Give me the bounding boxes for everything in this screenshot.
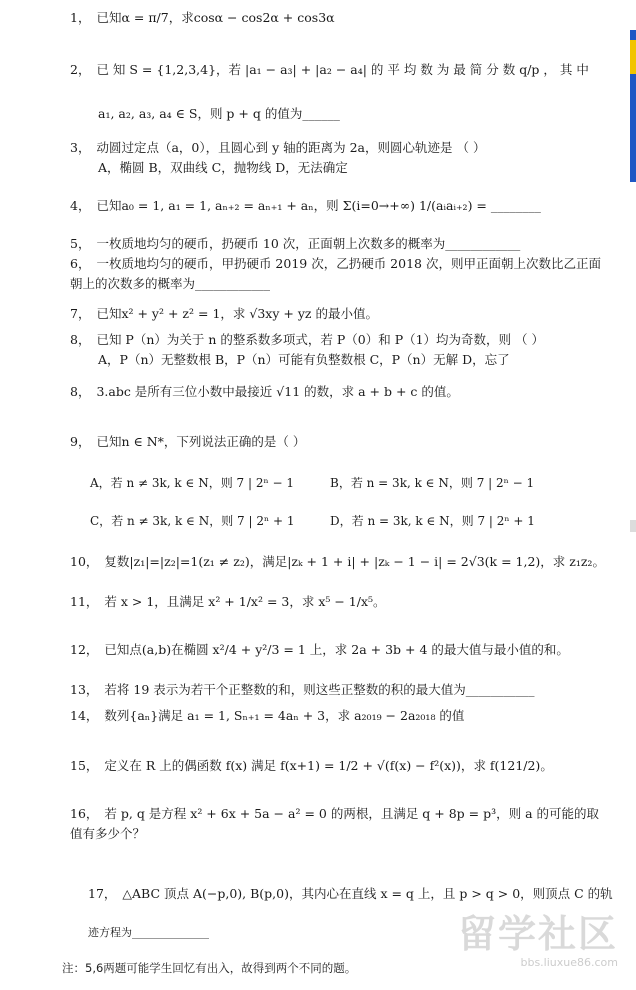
question-9	[70, 432, 600, 452]
question-10	[70, 552, 626, 572]
question-options: A，椭圆 B，双曲线 C，抛物线 D，无法确定	[98, 160, 348, 175]
question-8-options	[98, 350, 628, 370]
question-13	[70, 680, 600, 700]
question-9-option-a	[90, 474, 294, 491]
option-letter: D，	[330, 514, 352, 528]
question-number: 5，	[70, 236, 91, 251]
question-1	[70, 8, 600, 28]
question-7	[70, 304, 600, 324]
option-text: 若 n ≠ 3k, k ∈ N，则 7 | 2ⁿ − 1	[110, 476, 294, 490]
question-number: 8，	[70, 384, 91, 399]
question-9-option-c	[90, 512, 295, 529]
question-text: 复数|z₁|=|z₂|=1(z₁ ≠ z₂)，满足|zₖ + 1 + i| + |zₖ − 1 − i| = 2√3(k = 1,2)，求 z₁z₂。	[104, 554, 605, 569]
question-number: 14，	[70, 708, 99, 723]
question-text: 已知 P（n）为关于 n 的整系数多项式，若 P（0）和 P（1）均为奇数，则 （ ）	[96, 332, 545, 347]
option-letter: A，	[90, 476, 111, 490]
option-text: 若 n ≠ 3k, k ∈ N，则 7 | 2ⁿ + 1	[111, 514, 295, 528]
question-number: 6，	[70, 256, 91, 271]
question-3-options	[98, 158, 628, 178]
question-5	[70, 234, 600, 254]
question-text: 数列{aₙ}满足 a₁ = 1, Sₙ₊₁ = 4aₙ + 3，求 a₂₀₁₉ − 2a₂₀₁₈ 的值	[104, 708, 465, 723]
question-number: 2，	[70, 62, 91, 77]
question-text: 已知α = π/7，求cosα − cos2α + cos3α	[96, 10, 335, 25]
question-2-cont	[98, 104, 628, 124]
question-number: 17，	[88, 886, 117, 901]
question-text: 若 p, q 是方程 x² + 6x + 5a − a² = 0 的两根，且满足 q + 8p = p³，则 a 的可能的取值有多少个？	[70, 806, 599, 841]
question-text: a₁, a₂, a₃, a₄ ∈ S，则 p + q 的值为______	[98, 106, 340, 121]
footnote: 注：5,6两题可能学生回忆有出入，故得到两个不同的题。	[62, 961, 357, 975]
question-number: 1，	[70, 10, 91, 25]
question-3	[70, 138, 600, 158]
question-text: 3.abc 是所有三位小数中最接近 √11 的数，求 a + b + c 的值。	[96, 384, 459, 399]
question-14	[70, 706, 600, 726]
question-17-cont	[88, 924, 209, 940]
question-number: 11，	[70, 594, 99, 609]
question-text: 定义在 R 上的偶函数 f(x) 满足 f(x+1) = 1/2 + √(f(x) − f²(x))，求 f(121/2)。	[104, 758, 553, 773]
option-text: 若 n = 3k, k ∈ N，则 7 | 2ⁿ + 1	[351, 514, 535, 528]
question-text: 已知a₀ = 1, a₁ = 1, aₙ₊₂ = aₙ₊₁ + aₙ，则 Σ(i=0→+∞) 1/(aᵢaᵢ₊₂) = ________	[96, 198, 541, 213]
question-number: 8，	[70, 332, 91, 347]
question-text: △ABC 顶点 A(−p,0), B(p,0)，其内心在直线 x = q 上，且 p > q > 0，则顶点 C 的轨	[122, 886, 613, 901]
question-text: 若将 19 表示为若干个正整数的和，则这些正整数的积的最大值为___________	[104, 682, 535, 697]
question-text: 已知n ∈ N*，下列说法正确的是（ ）	[96, 434, 306, 449]
question-15	[70, 756, 600, 776]
question-9-option-d	[330, 512, 535, 529]
watermark	[450, 912, 618, 974]
question-number: 7，	[70, 306, 91, 321]
watermark-url: bbs.liuxue86.com	[520, 956, 618, 969]
question-text: 一枚质地均匀的硬币，甲扔硬币 2019 次，乙扔硬币 2018 次，则甲正面朝上次数比乙正面朝上的次数多的概率为____________	[70, 256, 601, 291]
question-text: 已知点(a,b)在椭圆 x²/4 + y²/3 = 1 上，求 2a + 3b + 4 的最大值与最小值的和。	[104, 642, 569, 657]
question-options: A，P（n）无整数根 B，P（n）可能有负整数根 C，P（n）无解 D，忘了	[98, 352, 510, 367]
question-text: 已 知 S = {1,2,3,4}，若 |a₁ − a₃| + |a₂ − a₄| 的 平 均 数 为 最 简 分 数 q/p ， 其 中	[96, 62, 589, 77]
question-number: 9，	[70, 434, 91, 449]
question-17	[88, 884, 618, 904]
page-edge-yellow	[630, 40, 636, 74]
question-16	[70, 804, 600, 844]
question-6	[70, 254, 610, 294]
option-letter: B，	[330, 476, 351, 490]
question-number: 3，	[70, 140, 91, 155]
question-text: 已知x² + y² + z² = 1，求 √3xy + yz 的最小值。	[96, 306, 378, 321]
question-number: 4，	[70, 198, 91, 213]
question-12	[70, 640, 600, 660]
question-text: 若 x > 1，且满足 x² + 1/x² = 3，求 x⁵ − 1/x⁵。	[104, 594, 386, 609]
question-2	[70, 60, 600, 80]
question-text: 迹方程为______________	[88, 926, 209, 939]
question-number: 12，	[70, 642, 99, 657]
question-number: 10，	[70, 554, 99, 569]
question-text: 一枚质地均匀的硬币，扔硬币 10 次，正面朝上次数多的概率为____________	[96, 236, 521, 251]
question-8	[70, 330, 600, 350]
question-9-option-b	[330, 474, 534, 491]
question-number: 13，	[70, 682, 99, 697]
question-8b	[70, 382, 600, 402]
option-text: 若 n = 3k, k ∈ N，则 7 | 2ⁿ − 1	[350, 476, 535, 490]
question-11	[70, 592, 600, 612]
question-number: 16，	[70, 806, 99, 821]
question-number: 15，	[70, 758, 99, 773]
question-text: 动圆过定点（a，0），且圆心到 y 轴的距离为 2a，则圆心轨迹是 （ ）	[96, 140, 486, 155]
option-letter: C，	[90, 514, 112, 528]
question-4	[70, 196, 600, 216]
watermark-logo: 留学社区	[457, 912, 618, 956]
page-edge-bar-lower	[630, 520, 636, 532]
